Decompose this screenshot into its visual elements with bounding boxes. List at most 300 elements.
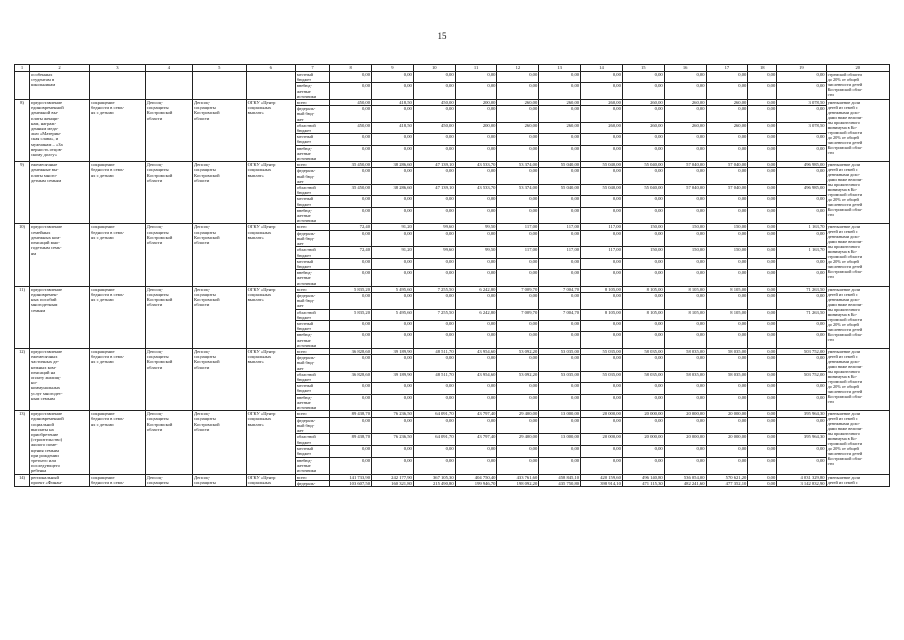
funding-amount: 0,00 xyxy=(497,332,539,349)
funding-amount: 0,00 xyxy=(777,207,826,224)
funding-amount: 0,00 xyxy=(748,230,777,247)
funding-amount: 0,00 xyxy=(372,106,414,123)
column-number-10: 10 xyxy=(413,65,455,72)
funding-amount: 0,00 xyxy=(372,383,414,394)
funding-amount: 0,00 xyxy=(330,383,372,394)
funding-amount: 0,00 xyxy=(539,258,581,269)
funding-amount: 0,00 xyxy=(413,446,455,458)
funding-amount: 0,00 xyxy=(330,292,372,309)
funding-source: федераль- ный бюд- жет xyxy=(295,292,329,309)
funding-amount: 13 000,00 xyxy=(539,434,581,446)
funding-amount: 7 004,70 xyxy=(539,286,581,292)
funding-amount: 0,00 xyxy=(706,270,748,287)
funding-amount: 0,00 xyxy=(748,332,777,349)
funding-amount: 0,00 xyxy=(497,196,539,207)
funding-amount: 7 255,50 xyxy=(413,286,455,292)
funding-amount: 200,00 xyxy=(455,122,497,133)
funding-amount: 29 400,00 xyxy=(497,411,539,417)
funding-amount: 20 000,00 xyxy=(706,411,748,417)
column-number-8: 8 xyxy=(330,65,372,72)
funding-source: областной бюджет xyxy=(295,309,329,320)
funding-amount: 6 242,80 xyxy=(455,286,497,292)
funding-amount: 0,00 xyxy=(539,72,581,83)
funding-amount: 91,20 xyxy=(372,247,414,258)
funding-amount: 0,00 xyxy=(748,207,777,224)
measure-name: предоставление единовременной социальной выплаты на приобретение (строительство) жилого поме- щения семьям при рождении третьего или последующего ребенка xyxy=(30,411,90,474)
responsible-executor: Депсоц- соцзащиты xyxy=(145,474,192,486)
funding-amount: 0,00 xyxy=(581,72,623,83)
funding-amount: 72,40 xyxy=(330,247,372,258)
funding-amount: 260,00 xyxy=(497,122,539,133)
funding-amount: 0,00 xyxy=(497,72,539,83)
funding-amount: 0,00 xyxy=(413,270,455,287)
funding-amount: 0,00 xyxy=(706,207,748,224)
funding-amount: 260,00 xyxy=(706,122,748,133)
funding-amount: 0,00 xyxy=(622,383,664,394)
funding-amount: 200,00 xyxy=(455,100,497,106)
funding-amount: 0,00 xyxy=(664,292,706,309)
funding-amount: 0,00 xyxy=(581,134,623,145)
funding-amount: 0,00 xyxy=(413,383,455,394)
funding-amount: 242 177,90 xyxy=(372,474,414,480)
funding-amount: 0,00 xyxy=(330,207,372,224)
funding-amount: 0,00 xyxy=(455,207,497,224)
funding-amount: 0,00 xyxy=(372,258,414,269)
funding-amount: 0,00 xyxy=(581,457,623,474)
funding-amount: 260,00 xyxy=(497,100,539,106)
funding-amount: 503 752,00 xyxy=(777,371,826,382)
funding-amount: 0,00 xyxy=(372,292,414,309)
funding-amount: 8 105,00 xyxy=(664,286,706,292)
funding-amount: 0,00 xyxy=(497,83,539,100)
funding-source: федераль- ный бюд- жет xyxy=(295,417,329,434)
funding-amount: 0,00 xyxy=(413,355,455,372)
funding-amount: 0,00 xyxy=(777,196,826,207)
funding-source: всего xyxy=(295,286,329,292)
funding-amount: 55 040,00 xyxy=(622,162,664,168)
column-number-1: 1 xyxy=(15,65,30,72)
column-number-13: 13 xyxy=(539,65,581,72)
funding-amount: 0,00 xyxy=(622,106,664,123)
funding-amount: 0,00 xyxy=(622,168,664,185)
funding-amount: 482 241,60 xyxy=(664,480,706,486)
funding-amount: 0,00 xyxy=(581,394,623,411)
participant xyxy=(246,72,295,100)
funding-amount: 0,00 xyxy=(748,309,777,320)
funding-amount: 0,00 xyxy=(581,196,623,207)
funding-amount: 53 374,00 xyxy=(497,185,539,196)
funding-amount: 53 374,00 xyxy=(497,162,539,168)
funding-amount: 0,00 xyxy=(497,394,539,411)
funding-amount: 0,00 xyxy=(748,122,777,133)
funding-amount: 0,00 xyxy=(455,270,497,287)
funding-amount: 150,00 xyxy=(706,247,748,258)
funding-amount: 76 236,50 xyxy=(372,411,414,417)
funding-amount: 0,00 xyxy=(748,162,777,168)
responsible-executor: Депсоц- соцзащиты Костромской области xyxy=(145,411,192,474)
co-executor: Депсоц- соцзащиты Костромской области xyxy=(192,162,246,224)
funding-amount: 0,00 xyxy=(706,72,748,83)
funding-source: федераль- xyxy=(295,480,329,486)
funding-amount: 0,00 xyxy=(539,196,581,207)
funding-amount: 0,00 xyxy=(664,457,706,474)
expected-result: уменьшение доли детей из семей с денежными дохо- дами ниже величи- ны прожиточного минимума в Ко- стромской области до 20% от общей численности детей Костромской обла- сти xyxy=(826,162,889,224)
column-number-7: 7 xyxy=(295,65,329,72)
funding-amount: 0,00 xyxy=(497,320,539,331)
funding-amount: 58 035,00 xyxy=(622,371,664,382)
funding-amount: 0,00 xyxy=(372,457,414,474)
funding-amount: 0,00 xyxy=(581,270,623,287)
funding-amount: 0,00 xyxy=(330,355,372,372)
funding-source: местный бюджет xyxy=(295,72,329,83)
funding-amount: 0,00 xyxy=(539,145,581,162)
funding-amount: 55 035,00 xyxy=(581,371,623,382)
funding-amount: 0,00 xyxy=(706,168,748,185)
measure-name: региональный проект «Финан- xyxy=(30,474,90,486)
measure-name: ежемесячные денежные вы- платы много- детным семьям xyxy=(30,162,90,224)
funding-amount: 0,00 xyxy=(539,106,581,123)
funding-amount: 0,00 xyxy=(581,446,623,458)
funding-source: федераль- ный бюд- жет xyxy=(295,230,329,247)
funding-amount: 0,00 xyxy=(664,383,706,394)
column-number-9: 9 xyxy=(372,65,414,72)
column-number-18: 18 xyxy=(748,65,777,72)
funding-amount: 0,00 xyxy=(413,145,455,162)
participant: ОГКУ «Центр социальных выплат» xyxy=(246,411,295,474)
funding-amount: 0,00 xyxy=(777,168,826,185)
funding-amount: 0,00 xyxy=(455,196,497,207)
funding-amount: 150,00 xyxy=(622,224,664,230)
funding-amount: 20 000,00 xyxy=(664,434,706,446)
funding-amount: 0,00 xyxy=(581,106,623,123)
funding-amount: 0,00 xyxy=(497,457,539,474)
expected-result: уменьшение доли детей из семей с xyxy=(826,474,889,486)
funding-amount: 76 236,50 xyxy=(372,434,414,446)
funding-amount: 260,00 xyxy=(539,122,581,133)
funding-amount: 0,00 xyxy=(455,258,497,269)
column-number-12: 12 xyxy=(497,65,539,72)
funding-amount: 0,00 xyxy=(622,145,664,162)
funding-amount: 99,60 xyxy=(413,247,455,258)
funding-amount: 89 438,70 xyxy=(330,434,372,446)
funding-amount: 0,00 xyxy=(330,83,372,100)
funding-amount: 0,00 xyxy=(777,383,826,394)
column-number-6: 6 xyxy=(246,65,295,72)
measure-goal: сокращение бедности в семь- ях с детьми xyxy=(90,162,146,224)
participant: ОГКУ «Центр социальных выплат» xyxy=(246,286,295,348)
funding-amount: 0,00 xyxy=(748,371,777,382)
funding-amount: 0,00 xyxy=(330,196,372,207)
funding-amount: 0,00 xyxy=(372,332,414,349)
item-number: 9) xyxy=(15,162,30,224)
funding-amount: 43 797,40 xyxy=(455,434,497,446)
funding-amount: 6 242,80 xyxy=(455,309,497,320)
funding-amount: 420 159,60 xyxy=(581,474,623,480)
funding-amount: 0,00 xyxy=(455,72,497,83)
responsible-executor: Депсоц- соцзащиты Костромской области xyxy=(145,100,192,162)
funding-amount: 0,00 xyxy=(372,355,414,372)
funding-amount: 0,00 xyxy=(539,292,581,309)
funding-amount: 0,00 xyxy=(497,417,539,434)
funding-amount: 99,50 xyxy=(455,224,497,230)
funding-amount: 47 139,10 xyxy=(413,185,455,196)
funding-source: всего xyxy=(295,224,329,230)
funding-amount: 0,00 xyxy=(777,292,826,309)
funding-amount: 0,00 xyxy=(706,292,748,309)
funding-amount: 260,00 xyxy=(581,100,623,106)
funding-amount: 20 000,00 xyxy=(581,411,623,417)
funding-amount: 13 000,00 xyxy=(539,411,581,417)
funding-amount: 55 035,00 xyxy=(581,348,623,354)
funding-amount: 48 511,70 xyxy=(413,371,455,382)
participant: ОГКУ «Центр социальных выплат» xyxy=(246,224,295,286)
measure-goal: сокращение бедности в семь- ях с детьми xyxy=(90,286,146,348)
funding-amount: 0,00 xyxy=(706,196,748,207)
funding-amount: 0,00 xyxy=(413,417,455,434)
funding-amount: 117,00 xyxy=(581,247,623,258)
funding-amount: 0,00 xyxy=(581,258,623,269)
funding-amount: 0,00 xyxy=(497,168,539,185)
funding-amount: 450,00 xyxy=(330,100,372,106)
funding-source: внебюд- жетные источники xyxy=(295,145,329,162)
funding-amount: 117,00 xyxy=(539,224,581,230)
column-number-17: 17 xyxy=(706,65,748,72)
funding-amount: 0,00 xyxy=(581,168,623,185)
funding-amount: 0,00 xyxy=(748,196,777,207)
item-number: 8) xyxy=(15,100,30,162)
funding-amount: 0,00 xyxy=(706,446,748,458)
funding-amount: 0,00 xyxy=(777,270,826,287)
funding-amount: 0,00 xyxy=(664,168,706,185)
funding-source: местный бюджет xyxy=(295,383,329,394)
funding-amount: 0,00 xyxy=(777,394,826,411)
column-number-4: 4 xyxy=(145,65,192,72)
funding-amount: 0,00 xyxy=(748,258,777,269)
funding-amount: 58 035,00 xyxy=(706,371,748,382)
funding-amount: 0,00 xyxy=(664,270,706,287)
funding-amount: 0,00 xyxy=(372,196,414,207)
funding-amount: 20 000,00 xyxy=(706,434,748,446)
funding-amount: 0,00 xyxy=(622,457,664,474)
funding-amount: 0,00 xyxy=(455,230,497,247)
co-executor: Депсоц- соцзащиты Костромской области xyxy=(192,224,246,286)
funding-amount: 53 092,20 xyxy=(497,371,539,382)
funding-amount: 0,00 xyxy=(622,134,664,145)
funding-amount: 198 092,20 xyxy=(497,480,539,486)
funding-amount: 0,00 xyxy=(664,332,706,349)
funding-amount: 477 352,10 xyxy=(706,480,748,486)
funding-amount: 0,00 xyxy=(777,134,826,145)
funding-amount: 1 163,70 xyxy=(777,224,826,230)
funding-amount: 160 321,80 xyxy=(372,480,414,486)
funding-amount: 99,50 xyxy=(455,247,497,258)
funding-amount: 117,00 xyxy=(581,224,623,230)
funding-amount: 260,00 xyxy=(581,122,623,133)
funding-amount: 0,00 xyxy=(455,145,497,162)
funding-amount: 0,00 xyxy=(330,134,372,145)
funding-amount: 0,00 xyxy=(622,446,664,458)
funding-amount: 0,00 xyxy=(372,168,414,185)
funding-source: федераль- ный бюд- жет xyxy=(295,106,329,123)
funding-amount: 0,00 xyxy=(455,446,497,458)
funding-amount: 38 286,60 xyxy=(372,162,414,168)
funding-amount: 99,60 xyxy=(413,224,455,230)
funding-amount: 0,00 xyxy=(455,134,497,145)
funding-source: внебюд- жетные источники xyxy=(295,457,329,474)
funding-amount: 260,00 xyxy=(664,100,706,106)
funding-amount: 0,00 xyxy=(372,72,414,83)
funding-amount: 0,00 xyxy=(413,292,455,309)
funding-amount: 450,00 xyxy=(413,122,455,133)
funding-amount: 8 105,00 xyxy=(581,286,623,292)
funding-amount: 0,00 xyxy=(622,417,664,434)
participant: ОГКУ «Центр социальных выплат» xyxy=(246,100,295,162)
funding-amount: 53 035,00 xyxy=(539,348,581,354)
funding-amount: 36 828,60 xyxy=(330,371,372,382)
funding-amount: 0,00 xyxy=(497,292,539,309)
co-executor: Депсоц- соцзащиты Костромской области xyxy=(192,286,246,348)
funding-amount: 0,00 xyxy=(539,320,581,331)
funding-amount: 0,00 xyxy=(706,457,748,474)
funding-amount: 39 189,90 xyxy=(372,348,414,354)
funding-amount: 0,00 xyxy=(777,355,826,372)
funding-amount: 8 105,00 xyxy=(706,309,748,320)
funding-source: местный бюджет xyxy=(295,258,329,269)
funding-amount: 0,00 xyxy=(748,394,777,411)
funding-source: внебюд- жетные источники xyxy=(295,207,329,224)
funding-amount: 0,00 xyxy=(372,417,414,434)
page-number: 15 xyxy=(437,31,447,41)
funding-amount: 0,00 xyxy=(539,355,581,372)
funding-amount: 0,00 xyxy=(330,270,372,287)
column-number-2: 2 xyxy=(30,65,90,72)
funding-amount: 496 140,80 xyxy=(622,474,664,480)
funding-amount: 57 040,00 xyxy=(706,185,748,196)
funding-amount: 4 031 329,80 xyxy=(777,474,826,480)
funding-amount: 0,00 xyxy=(330,145,372,162)
funding-amount: 0,00 xyxy=(455,417,497,434)
funding-amount: 0,00 xyxy=(497,270,539,287)
funding-amount: 39 189,90 xyxy=(372,371,414,382)
funding-amount: 7 009,70 xyxy=(497,286,539,292)
funding-amount: 0,00 xyxy=(413,394,455,411)
funding-amount: 1 163,70 xyxy=(777,247,826,258)
funding-amount: 0,00 xyxy=(372,446,414,458)
funding-amount: 64 091,70 xyxy=(413,434,455,446)
funding-amount: 0,00 xyxy=(664,134,706,145)
funding-amount: 0,00 xyxy=(581,207,623,224)
funding-amount: 0,00 xyxy=(539,134,581,145)
funding-source: внебюд- жетные источники xyxy=(295,332,329,349)
funding-amount: 117,00 xyxy=(497,247,539,258)
column-number-20: 20 xyxy=(826,65,889,72)
funding-amount: 0,00 xyxy=(413,196,455,207)
funding-amount: 0,00 xyxy=(748,106,777,123)
funding-amount: 0,00 xyxy=(664,394,706,411)
funding-amount: 260,00 xyxy=(622,122,664,133)
funding-amount: 0,00 xyxy=(777,457,826,474)
funding-amount: 0,00 xyxy=(581,230,623,247)
measure-goal: сокращение бедности в семь- ях с детьми xyxy=(90,100,146,162)
funding-amount: 103 607,50 xyxy=(330,480,372,486)
funding-amount: 0,00 xyxy=(748,72,777,83)
participant: ОГКУ «Центр социальных xyxy=(246,474,295,486)
funding-amount: 0,00 xyxy=(455,457,497,474)
funding-amount: 0,00 xyxy=(539,270,581,287)
funding-amount: 0,00 xyxy=(497,258,539,269)
funding-amount: 58 035,00 xyxy=(664,371,706,382)
funding-amount: 8 105,00 xyxy=(664,309,706,320)
funding-amount: 150,00 xyxy=(622,247,664,258)
funding-amount: 0,00 xyxy=(372,83,414,100)
funding-amount: 0,00 xyxy=(330,72,372,83)
funding-amount: 150,00 xyxy=(664,247,706,258)
funding-amount: 58 035,00 xyxy=(706,348,748,354)
funding-amount: 0,00 xyxy=(748,145,777,162)
funding-amount: 20 000,00 xyxy=(622,411,664,417)
funding-amount: 0,00 xyxy=(622,320,664,331)
funding-source: всего xyxy=(295,474,329,480)
funding-amount: 20 000,00 xyxy=(581,434,623,446)
measure-goal: сокращение бедности в семь- ях с детьми xyxy=(90,348,146,410)
column-number-14: 14 xyxy=(581,65,623,72)
funding-amount: 8 105,00 xyxy=(581,309,623,320)
funding-amount: 215 490,80 xyxy=(413,480,455,486)
funding-amount: 0,00 xyxy=(455,106,497,123)
funding-amount: 0,00 xyxy=(748,411,777,417)
funding-amount: 72,40 xyxy=(330,224,372,230)
funding-source: областной бюджет xyxy=(295,185,329,196)
funding-amount: 260,00 xyxy=(622,100,664,106)
funding-amount: 0,00 xyxy=(664,207,706,224)
expected-result: уменьшение доли детей из семей с денежными дохо- дами ниже величи- ны прожиточного минимума в Ко- стромской области до 20% от общей численности детей Костромской обла- сти xyxy=(826,348,889,410)
funding-amount: 58 035,00 xyxy=(664,348,706,354)
funding-amount: 0,00 xyxy=(581,417,623,434)
funding-amount: 0,00 xyxy=(539,168,581,185)
funding-amount: 0,00 xyxy=(706,383,748,394)
item-number: 10) xyxy=(15,224,30,286)
funding-source: местный бюджет xyxy=(295,446,329,458)
funding-amount: 0,00 xyxy=(706,106,748,123)
funding-amount: 0,00 xyxy=(539,332,581,349)
measure-goal: сокращение бедности в семь- ях с детьми xyxy=(90,411,146,474)
column-number-3: 3 xyxy=(90,65,146,72)
measure-name: предоставление семейных денежных ком- пенсаций мно- годетным семь- ям xyxy=(30,224,90,286)
funding-amount: 0,00 xyxy=(748,348,777,354)
funding-amount: 0,00 xyxy=(372,394,414,411)
funding-amount: 8 105,00 xyxy=(706,286,748,292)
column-number-row xyxy=(15,65,890,72)
funding-amount: 0,00 xyxy=(497,383,539,394)
funding-amount: 0,00 xyxy=(664,106,706,123)
funding-amount: 53 092,20 xyxy=(497,348,539,354)
funding-amount: 5 835,20 xyxy=(330,286,372,292)
funding-amount: 7 009,70 xyxy=(497,309,539,320)
funding-amount: 0,00 xyxy=(581,383,623,394)
funding-amount: 71 263,50 xyxy=(777,309,826,320)
funding-source: федераль- ный бюд- жет xyxy=(295,168,329,185)
item-number: 14) xyxy=(15,474,30,486)
funding-amount: 3 078,50 xyxy=(777,122,826,133)
funding-amount: 47 139,10 xyxy=(413,162,455,168)
funding-source: местный бюджет xyxy=(295,196,329,207)
funding-amount: 0,00 xyxy=(706,394,748,411)
funding-amount: 0,00 xyxy=(455,332,497,349)
funding-amount: 43 954,60 xyxy=(455,348,497,354)
measure-name: особенных студентам в школьникам xyxy=(30,72,90,100)
funding-amount: 91,20 xyxy=(372,224,414,230)
item-number: 13) xyxy=(15,411,30,474)
